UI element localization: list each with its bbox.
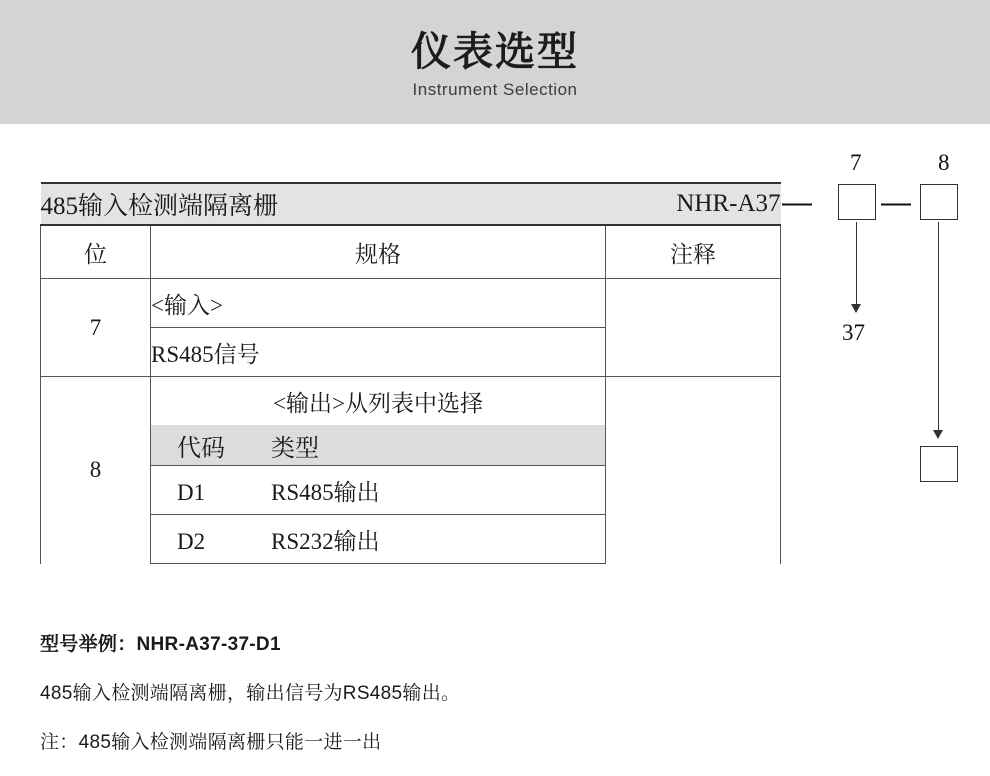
selection-sheet [0, 124, 990, 753]
pointer-arrow-7 [851, 304, 861, 313]
value-37: 37 [842, 320, 865, 345]
position-7-signal: RS485信号 [151, 328, 606, 377]
position-8-marker: 8 [938, 150, 950, 175]
page-subtitle: Instrument Selection [412, 80, 578, 99]
dash-separator-2: — [881, 186, 911, 219]
selected-output-box[interactable] [920, 446, 958, 482]
position-7-marker: 7 [850, 150, 862, 175]
dash-separator-1: — [782, 186, 812, 219]
page-banner [0, 0, 990, 124]
position-8-label: 8 [41, 377, 151, 564]
model-prefix: NHR-A37 [606, 183, 781, 225]
product-name: 485输入检测端隔离栅 [41, 183, 606, 225]
option-header-type: 类型 [271, 435, 319, 462]
position-8-output-title: <输出>从列表中选择 [151, 377, 606, 426]
note-example: 型号举例：NHR-A37-37-D1 [40, 634, 281, 655]
header-spec: 规格 [151, 225, 606, 279]
code-box-7[interactable] [838, 184, 876, 220]
position-7-note [606, 279, 781, 377]
header-position: 位 [41, 225, 151, 279]
position-8-note [606, 377, 781, 564]
header-note: 注释 [606, 225, 781, 279]
option-code: D2 [177, 528, 206, 554]
note-description: 485输入检测端隔离栅，输出信号为RS485输出。 [40, 683, 461, 704]
page-title: 仪表选型 [411, 30, 579, 74]
table-row [41, 377, 781, 426]
option-code: D1 [177, 479, 206, 505]
footer-notes [40, 629, 940, 776]
option-type: RS485输出 [271, 479, 380, 505]
pointer-line-7 [856, 222, 857, 306]
code-position-diagram [780, 124, 990, 684]
note-caution: 注：485输入检测端隔离栅只能一进一出 [40, 732, 382, 753]
position-7-label: 7 [41, 279, 151, 377]
option-header-code: 代码 [177, 435, 225, 462]
table-title-row [41, 183, 781, 225]
position-7-input-label: <输入> [151, 279, 606, 328]
table-row [41, 279, 781, 328]
pointer-line-8 [938, 222, 939, 432]
table-header-row [41, 225, 781, 279]
option-type: RS232输出 [271, 528, 380, 554]
model-selection-table [40, 182, 781, 564]
code-box-8[interactable] [920, 184, 958, 220]
pointer-arrow-8 [933, 430, 943, 439]
